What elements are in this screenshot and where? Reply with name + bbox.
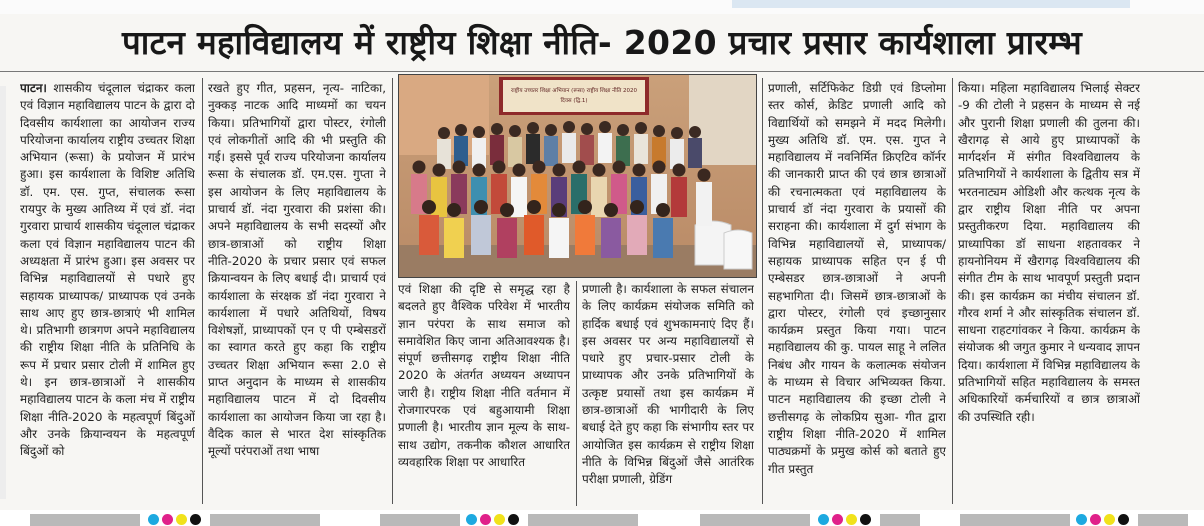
column-5-text: प्रणाली, सर्टिफिकेट डिग्री एवं डिप्लोमा स्तर कोर्स, क्रेडिट प्रणाली आदि को विद्यार्थियों को समझने में मदद मिलेगी। मुख्य अतिथि डॉ. एम. एस. गुप्त ने महाविद्यालय में नवनिर्मित क्रिएटिव कॉर्नर की जानकारी प्राप्त की एवं छात्र छात्राओं की रचनात्मकता एवं महाविद्यालय के प्राचार्य डॉ नंदा गुरवारा के प्रयासों की सराहना की। कार्यशाला में दुर्ग संभाग के विभिन्न महाविद्यालयों से, प्राध्यापक/ सहायक प्राध्यापक सहित एन ई पी एम्बेसडर छात्र-छात्राओं ने अपनी सहभागिता दी। जिसमें छात्र-छात्राओं के द्वारा पोस्टर, रंगोली एवं इच्छानुसार कार्यक्रम प्रस्तुत किया गया। पाटन महाविद्यालय की कु. पायल साहू ने ललित निबंध और गायन के कलात्मक संयोजन के माध्यम से विचार अभिव्यक्त किया. पाटन महाविद्यालय की इच्छा टोली ने छत्तीसगढ़ के लोकप्रिय सुआ- गीत द्वारा राष्ट्रीय शिक्षा नीति-2020 में शामिल पाठ्यक्रमों के प्रमुख कोर्स को बताते हुए गीत प्रस्तुत	[768, 81, 946, 476]
print-bar	[960, 514, 1070, 526]
column-divider	[576, 281, 577, 506]
article-column-2	[208, 80, 386, 508]
print-bar	[528, 514, 638, 526]
column-1-text: शासकीय चंदूलाल चंद्राकर कला एवं विज्ञान महाविद्यालय पाटन के द्वारा दो दिवसीय कार्यशाला का आयोजन राज्य परियोजना कार्यालय राष्ट्रीय उच्चतर शिक्षा अभियान (रूसा) के प्रयोजन में प्रारंभ हुआ। इस कार्यशाला के विशिष्ट अतिथि डॉ. एम. एस. गुप्त, संचालक रूसा रायपुर के मुख्य आतिथ्य में एवं डॉ. नंदा गुरवारा प्राचार्य शासकीय चंदूलाल चंद्राकर कला एवं विज्ञान महाविद्यालय पाटन की अध्यक्षता में प्रारंभ हुआ। इस अवसर पर विभिन्न महाविद्यालयों से पधारे हुए सहायक प्राध्यापक/ प्राध्यापक एवं उनके साथ आए हुए छात्र-छात्राएं भी शामिल थे। प्रतिभागी छात्रगण अपने महाविद्यालय की राष्ट्रीय शिक्षा नीति के प्रतिनिधि के रूप में प्रचार प्रसार टोली में शामिल हुए थे। इन छात्र-छात्राओं ने शासकीय महाविद्यालय पाटन के कला मंच में राष्ट्रीय शिक्षा नीति-2020 के महत्वपूर्ण बिंदुओं और उनके क्रियान्वयन के महत्वपूर्ण बिंदुओं को	[20, 81, 195, 459]
top-blue-band	[732, 0, 1130, 8]
cyan-registration-dot	[148, 514, 159, 525]
print-bar	[380, 514, 460, 526]
article-column-6	[958, 80, 1140, 508]
column-2-text: रखते हुए गीत, प्रहसन, नृत्य- नाटिका, नुक्कड़ नाटक आदि माध्यमों का चयन किया। प्रतिभागियों द्वारा पोस्टर, रंगोली एवं लोकगीतों आदि की भी प्रस्तुति की गई। इससे पूर्व राज्य परियोजना कार्यालय रूसा के संचालक डॉ. एम.एस. गुप्ता ने इस आयोजन के लिए महाविद्यालय के प्राचार्य डॉ. नंदा गुरवारा की प्रशंसा की। अपने महाविद्यालय के सभी सदस्यों और छात्र-छात्राओं को राष्ट्रीय शिक्षा नीति-2020 के प्रचार प्रसार एवं सफल क्रियान्वयन के लिए बधाई दी। प्राचार्य एवं कार्यशाला के संरक्षक डॉ नंदा गुरवारा ने कार्यशाला में पधारे अतिथियों, विषय विशेषज्ञों, प्राध्यापकों एन ए पी एम्बेसडरों का स्वागत करते हुए कहा कि राष्ट्रीय उच्चतर शिक्षा अभियान रूसा 2.0 से प्राप्त अनुदान के माध्यम से शासकीय महाविद्यालय पाटन में दो दिवसीय कार्यशाला का आयोजन किया जा रहा है। वैदिक काल से भारत देश सांस्कृतिक मूल्यों परंपराओं तथा भाषा	[208, 81, 386, 459]
svg-text:राष्ट्रीय उच्चतर शिक्षा अभियान: राष्ट्रीय उच्चतर शिक्षा अभियान (रूसा) राष्ट्रीय शिक्षा नीति 2020	[511, 88, 637, 94]
magenta-registration-dot	[162, 514, 173, 525]
magenta-registration-dot	[1090, 514, 1101, 525]
yellow-registration-dot	[494, 514, 505, 525]
yellow-registration-dot	[176, 514, 187, 525]
article-column-5	[768, 80, 946, 508]
column-divider	[392, 78, 393, 504]
black-registration-dot	[860, 514, 871, 525]
column-4-text: प्रणाली है। कार्यशाला के सफल संचालन के लिए कार्यक्रम संयोजक समिति को हार्दिक बधाई एवं शुभकामनाएं दिए हैं। इस अवसर पर अन्य महाविद्यालयों से पधारे हुए प्रचार-प्रसार टोली के प्राध्यापक और उनके प्रतिभागियों के उत्कृष्ट प्रयासों तथा इस कार्यक्रम में छात्र-छात्राओं की भागीदारी के लिए बधाई देते हुए कहा कि संभागीय स्तर पर आयोजित इस कार्यक्रम से राष्ट्रीय शिक्षा नीति के विभिन्न बिंदुओं जैसे आतंरिक परीक्षा प्रणाली, ग्रेडिंग	[582, 282, 754, 487]
cyan-registration-dot	[466, 514, 477, 525]
yellow-registration-dot	[846, 514, 857, 525]
event-group-photo	[398, 74, 757, 278]
top-strip	[0, 0, 1204, 14]
print-bar	[880, 514, 920, 526]
article-column-4	[582, 281, 754, 506]
cyan-registration-dot	[1076, 514, 1087, 525]
cyan-registration-dot	[818, 514, 829, 525]
print-bar	[1138, 514, 1188, 526]
headline-rule	[0, 71, 1204, 72]
article-column-3	[398, 281, 570, 506]
article-column-1	[20, 80, 195, 508]
print-bar	[700, 514, 810, 526]
black-registration-dot	[1118, 514, 1129, 525]
column-divider	[762, 78, 763, 504]
column-divider	[202, 78, 203, 504]
magenta-registration-dot	[480, 514, 491, 525]
dateline: पाटन।	[20, 81, 47, 95]
black-registration-dot	[190, 514, 201, 525]
black-registration-dot	[508, 514, 519, 525]
print-bar	[210, 514, 320, 526]
column-3-text: एवं शिक्षा की दृष्टि से समृद्ध रहा है बदलते हुए वैश्विक परिवेश में भारतीय ज्ञान परंपरा के साथ समाज को समावेशित किए जाना अतिआवश्यक है। संपूर्ण छत्तीसगढ़ राष्ट्रीय शिक्षा नीति 2020 के अंतर्गत अध्ययन अध्यापन जारी है। राष्ट्रीय शिक्षा नीति वर्तमान में रोजगारपरक एवं बहुआयामी शिक्षा प्रणाली है। भारतीय ज्ञान मूल्य के साथ-साथ उद्योग, तकनीक कौशल आधारित व्यवहारिक शिक्षा पर आधारित	[398, 282, 570, 469]
print-bar	[30, 514, 140, 526]
magenta-registration-dot	[832, 514, 843, 525]
column-divider	[952, 78, 953, 504]
column-6-text: किया। महिला महाविद्यालय भिलाई सेक्टर -9 की टोली ने प्रहसन के माध्यम से नई और पुरानी शिक्षा प्रणाली की तुलना की। खैरागढ़ से आये हुए प्राध्यापकों के मार्गदर्शन में संगीत विश्वविद्यालय के प्रतिभागियों ने कार्यशाला के द्वितीय सत्र में भरतनाट्यम ओडिशी और कत्थक नृत्य के द्वार राष्ट्रीय शिक्षा नीति पर अपना प्रस्तुतीकरण दिया. महाविद्यालय की प्राध्यापिका डॉ साधना शहतावकर ने हायनोनियम में खैरागढ़ विश्वविद्यालय की संगीत टीम के साथ भावपूर्ण प्रस्तुती प्रदान की। इस कार्यक्रम का मंचीय संचालन डॉ. गौरव शर्मा ने और सांस्कृतिक संचालन डॉ. साधना राहटगांवकर ने किया. कार्यक्रम के संयोजक श्री जगुत कुमार ने धन्यवाद ज्ञापन दिया। कार्यशाला में विभिन्न महाविद्यालय के प्रतिभागियों सहित महाविद्यालय के समस्त अधिकारियों कर्मचारियों व छात्र छात्राओं की उपस्थिति रही।	[958, 81, 1140, 424]
yellow-registration-dot	[1104, 514, 1115, 525]
svg-text:दिवस (द्वि.1): दिवस (द्वि.1)	[560, 98, 588, 104]
page-gutter	[0, 86, 6, 499]
article-headline: पाटन महाविद्यालय में राष्ट्रीय शिक्षा नीति- 2020 प्रचार प्रसार कार्यशाला प्रारम्भ	[122, 23, 1082, 62]
